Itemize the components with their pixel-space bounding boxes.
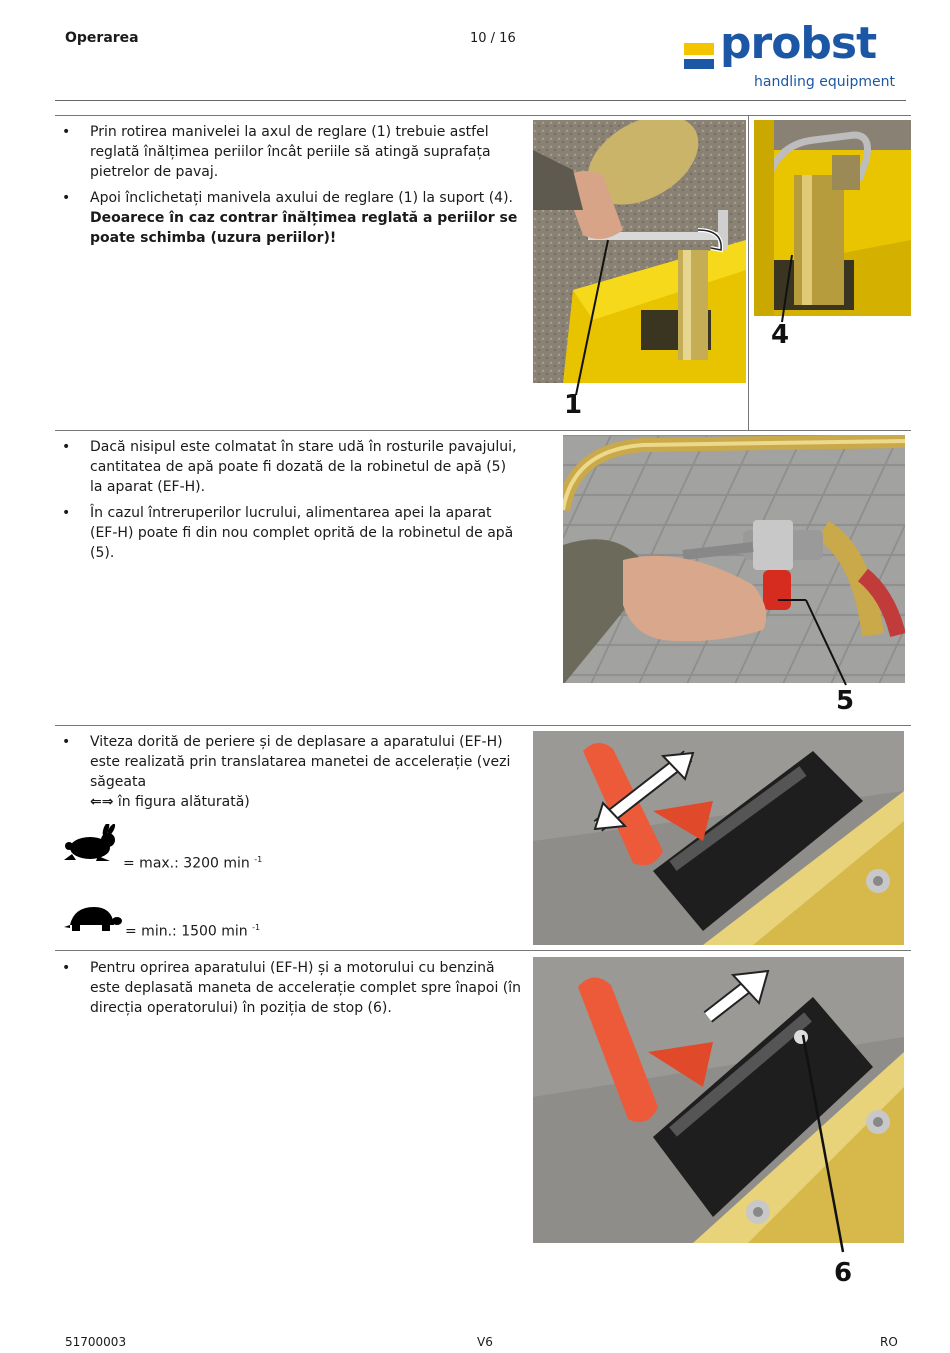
bullet-dot: • <box>62 505 71 521</box>
section4-list <box>62 958 522 1024</box>
callout-1: 1 <box>564 390 583 420</box>
callout-6: 6 <box>834 1258 853 1288</box>
section3-list <box>62 732 522 818</box>
bullet-dot: • <box>62 190 71 206</box>
callout-line-4 <box>770 250 810 330</box>
logo-blue-bar <box>684 59 714 69</box>
page-number: 10 / 16 <box>470 31 516 46</box>
logo-tagline: handling equipment <box>754 74 895 90</box>
double-arrow-icon: ⇐⇒ <box>90 794 114 810</box>
section2-list <box>62 437 522 569</box>
rabbit-icon <box>62 824 118 864</box>
callout-5: 5 <box>836 686 855 716</box>
list-item: • Dacă nisipul este colmatat în stare udă în rosturile pavajului, cantitatea de apă poate fi dozată de la robinetul de apă (5) la aparat (EF-H). <box>62 439 517 495</box>
logo-yellow-bar <box>684 43 714 55</box>
section1-top-rule <box>55 115 911 116</box>
callout-line-5 <box>770 590 860 690</box>
speed-max-label: = max.: 3200 min $^{-1}$ <box>123 855 263 872</box>
section3-top-rule <box>55 725 911 726</box>
warning-text: Deoarece în caz contrar înălțimea reglată a periilor se poate schimba (uzura periilor)! <box>90 210 518 246</box>
section2-top-rule <box>55 430 911 431</box>
section4-top-rule <box>55 950 911 951</box>
section-title: Operarea <box>65 30 139 46</box>
section1-divider <box>748 115 749 430</box>
callout-line-1 <box>560 235 620 405</box>
header-rule <box>55 100 906 101</box>
list-item: • Apoi înclichetați manivela axului de reglare (1) la suport (4). Deoarece în caz contrar înălțimea reglată a periilor se poate schimba (uzura periilor)! <box>62 190 518 246</box>
bullet-dot: • <box>62 734 71 750</box>
section1-list <box>62 122 522 254</box>
list-item: • În cazul întreruperilor lucrului, alimentarea apei la aparat (EF-H) poate fi din nou complet oprită de la robinetul de apă (5). <box>62 505 514 561</box>
callout-4: 4 <box>771 320 790 350</box>
bullet-dot: • <box>62 124 71 140</box>
bullet-dot: • <box>62 960 71 976</box>
bullet-dot: • <box>62 439 71 455</box>
speed-min-label: = min.: 1500 min $^{-1}$ <box>125 923 261 940</box>
list-item: • Pentru oprirea aparatului (EF-H) și a motorului cu benzină este deplasată maneta de accelerație complet spre înapoi (în direcția operatorului) în poziția de stop (6). <box>62 960 522 1016</box>
version-label: V6 <box>477 1335 493 1349</box>
logo-wordmark: probst <box>720 18 877 69</box>
turtle-icon <box>62 903 122 933</box>
probst-logo <box>684 18 896 94</box>
throttle-lever-photo <box>533 731 904 945</box>
list-item: • Prin rotirea manivelei la axul de reglare (1) trebuie astfel reglată înălțimea periilor încât periile să atingă suprafața pietrelor de pavaj. <box>62 124 491 180</box>
callout-line-6 <box>795 1030 855 1260</box>
list-item: • Viteza dorită de periere și de deplasare a aparatului (EF-H) este realizată prin translatarea manetei de accelerație (vezi săgeata ⇐⇒ în figura alăturată) <box>62 734 511 810</box>
document-number: 51700003 <box>65 1335 127 1349</box>
language-code: RO <box>880 1335 898 1349</box>
